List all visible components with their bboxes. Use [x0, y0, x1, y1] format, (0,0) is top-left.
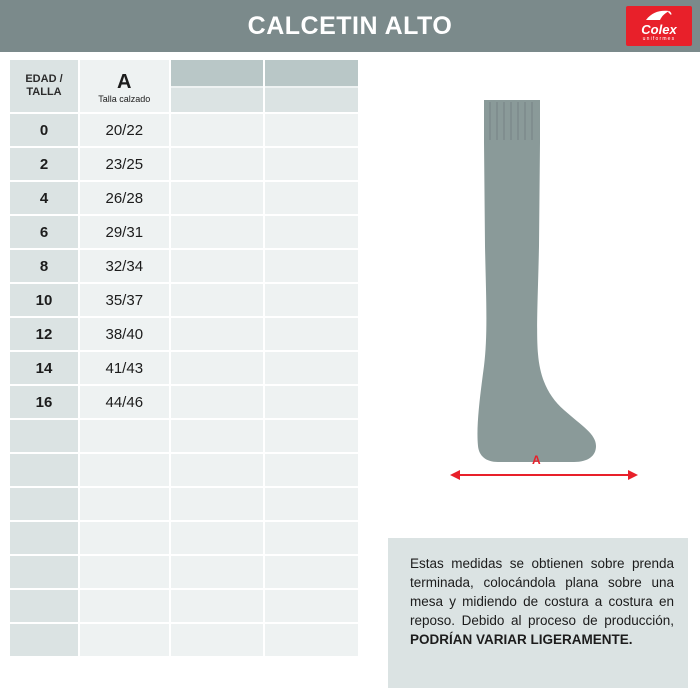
- header-cell-a: [80, 60, 169, 112]
- brand-logo: [626, 6, 692, 46]
- note-text-container: [410, 554, 674, 649]
- cell-blank-1: [171, 318, 264, 350]
- measurement-note: [388, 538, 688, 688]
- cell-shoe-size: 44/46: [80, 386, 169, 418]
- table-row: [10, 216, 358, 248]
- table-row: [10, 182, 358, 214]
- cell-blank-2: [265, 318, 358, 350]
- cell-blank-empty-1: [171, 590, 264, 622]
- cell-blank-2: [265, 148, 358, 180]
- table-row-empty: [10, 590, 358, 622]
- cell-age-empty: [10, 590, 78, 622]
- cell-age: 10: [10, 284, 78, 316]
- header-a-symbol: A: [117, 71, 132, 93]
- cell-age: 6: [10, 216, 78, 248]
- sock-icon: [412, 96, 652, 496]
- cell-age-empty: [10, 556, 78, 588]
- header-blank-1-bottom: [171, 88, 264, 112]
- header-age-line2: TALLA: [26, 86, 62, 98]
- brand-tagline: uniformes: [642, 36, 676, 42]
- cell-shoe-size-empty: [80, 556, 169, 588]
- table-row-empty: [10, 454, 358, 486]
- cell-shoe-size-empty: [80, 624, 169, 656]
- cell-age-empty: [10, 522, 78, 554]
- cell-blank-1: [171, 182, 264, 214]
- size-table-container: [8, 58, 360, 658]
- cell-blank-1: [171, 284, 264, 316]
- measure-label-a: A: [532, 453, 541, 467]
- cell-age: 14: [10, 352, 78, 384]
- cell-blank-empty-1: [171, 420, 264, 452]
- cell-blank-empty-2: [265, 488, 358, 520]
- cell-shoe-size-empty: [80, 488, 169, 520]
- product-illustration: [372, 58, 692, 528]
- measure-arrow-icon: [450, 468, 638, 482]
- cell-blank-empty-1: [171, 488, 264, 520]
- header-age-line1: EDAD /: [25, 73, 63, 85]
- header-blank-2-bottom: [265, 88, 358, 112]
- table-row-empty: [10, 522, 358, 554]
- cell-age: 2: [10, 148, 78, 180]
- cell-blank-empty-1: [171, 454, 264, 486]
- table-row: [10, 318, 358, 350]
- header-blank-2-top: [265, 60, 358, 86]
- note-emphasis: PODRÍAN VARIAR LIGERAMENTE.: [410, 632, 633, 647]
- cell-blank-empty-2: [265, 454, 358, 486]
- table-row: [10, 148, 358, 180]
- cell-shoe-size: 20/22: [80, 114, 169, 146]
- page-header: [0, 0, 700, 52]
- table-row: [10, 352, 358, 384]
- cell-shoe-size: 23/25: [80, 148, 169, 180]
- cell-blank-empty-2: [265, 624, 358, 656]
- table-row-empty: [10, 420, 358, 452]
- table-row: [10, 114, 358, 146]
- page-title: CALCETIN ALTO: [247, 12, 453, 40]
- header-cell-blank-2: [265, 60, 358, 112]
- cell-blank-empty-1: [171, 556, 264, 588]
- cell-shoe-size: 32/34: [80, 250, 169, 282]
- cell-blank-1: [171, 352, 264, 384]
- brand-name: Colex: [641, 22, 677, 37]
- cell-shoe-size: 41/43: [80, 352, 169, 384]
- cell-blank-empty-1: [171, 624, 264, 656]
- cell-shoe-size: 26/28: [80, 182, 169, 214]
- header-a-description: Talla calzado: [98, 94, 151, 104]
- cell-blank-2: [265, 216, 358, 248]
- cell-blank-2: [265, 284, 358, 316]
- cell-age-empty: [10, 454, 78, 486]
- cell-blank-1: [171, 216, 264, 248]
- table-header-row: [10, 60, 358, 112]
- cell-age: 8: [10, 250, 78, 282]
- table-row: [10, 386, 358, 418]
- note-text: Estas medidas se obtienen sobre prenda terminada, colocándola plana sobre una mesa y midiendo de costura a costura en reposo. Debido al proceso de producción,: [410, 556, 674, 628]
- cell-age-empty: [10, 624, 78, 656]
- table-row-empty: [10, 556, 358, 588]
- size-table-body: [10, 60, 358, 656]
- cell-age-empty: [10, 420, 78, 452]
- cell-blank-empty-1: [171, 522, 264, 554]
- cell-shoe-size-empty: [80, 420, 169, 452]
- cell-blank-1: [171, 114, 264, 146]
- cell-shoe-size: 35/37: [80, 284, 169, 316]
- cell-shoe-size: 29/31: [80, 216, 169, 248]
- table-row-empty: [10, 488, 358, 520]
- cell-age-empty: [10, 488, 78, 520]
- cell-blank-1: [171, 250, 264, 282]
- cell-blank-2: [265, 352, 358, 384]
- cell-shoe-size: 38/40: [80, 318, 169, 350]
- cell-blank-2: [265, 182, 358, 214]
- cell-blank-empty-2: [265, 420, 358, 452]
- table-row-empty: [10, 624, 358, 656]
- cell-shoe-size-empty: [80, 454, 169, 486]
- header-cell-age: [10, 60, 78, 112]
- cell-blank-1: [171, 386, 264, 418]
- table-row: [10, 250, 358, 282]
- header-blank-1-top: [171, 60, 264, 86]
- cell-blank-1: [171, 148, 264, 180]
- cell-blank-empty-2: [265, 556, 358, 588]
- cell-shoe-size-empty: [80, 522, 169, 554]
- table-row: [10, 284, 358, 316]
- cell-blank-empty-2: [265, 522, 358, 554]
- cell-blank-empty-2: [265, 590, 358, 622]
- cell-age: 16: [10, 386, 78, 418]
- header-cell-blank-1: [171, 60, 264, 112]
- cell-age: 4: [10, 182, 78, 214]
- cell-age: 12: [10, 318, 78, 350]
- cell-shoe-size-empty: [80, 590, 169, 622]
- cell-blank-2: [265, 386, 358, 418]
- cell-blank-2: [265, 114, 358, 146]
- cell-blank-2: [265, 250, 358, 282]
- cell-age: 0: [10, 114, 78, 146]
- size-table: [8, 58, 360, 658]
